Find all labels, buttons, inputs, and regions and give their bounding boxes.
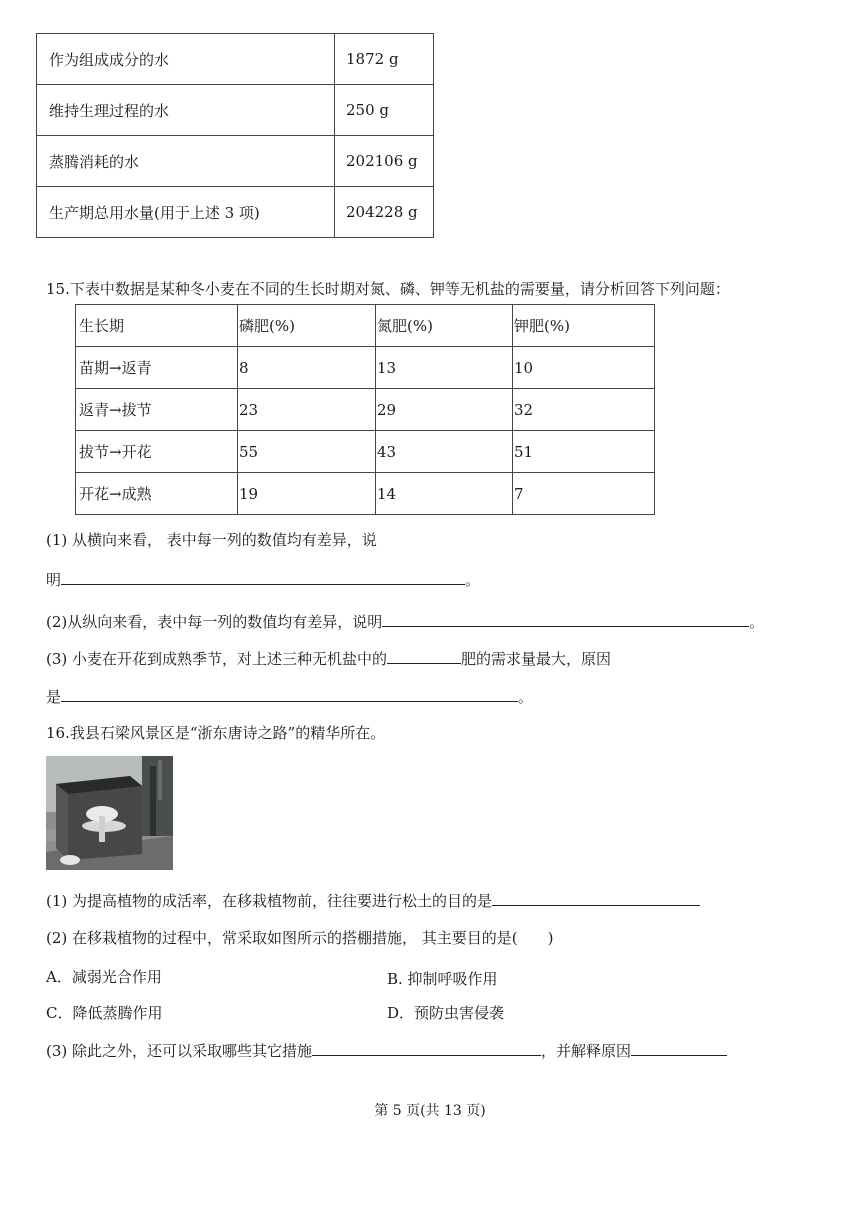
table-cell: 7	[513, 473, 655, 515]
shade-shelter-photo	[46, 756, 173, 870]
table-cell: 250 g	[335, 85, 434, 136]
fertilizer-table	[75, 304, 655, 515]
question-15-part-3-line-1	[46, 648, 611, 669]
table-row	[37, 187, 434, 238]
part-1-text: (1) 为提高植物的成活率，在移栽植物前，往往要进行松土的目的是	[46, 892, 493, 910]
table-cell: 开花→成熟	[76, 473, 238, 515]
table-cell: 19	[238, 473, 376, 515]
question-16-part-1	[46, 890, 700, 911]
part-2-prefix: (2)从纵向来看，表中每一列的数值均有差异，说明	[46, 613, 383, 631]
answer-blank-15-1[interactable]	[61, 570, 465, 585]
answer-blank-16-1[interactable]	[492, 891, 700, 906]
table-cell: 29	[376, 389, 513, 431]
water-usage-table	[36, 33, 434, 238]
table-cell: 55	[238, 431, 376, 473]
table-cell: 13	[376, 347, 513, 389]
option-c[interactable]: C．降低蒸腾作用	[46, 1004, 163, 1022]
table-cell: 作为组成成分的水	[37, 34, 335, 85]
column-header: 钾肥(%)	[513, 305, 655, 347]
table-cell: 204228 g	[335, 187, 434, 238]
question-16-stem: 16.我县石梁风景区是“浙东唐诗之路”的精华所在。	[46, 724, 386, 742]
table-cell: 202106 g	[335, 136, 434, 187]
part-3-middle: 肥的需求量最大，原因	[461, 650, 612, 668]
table-cell: 43	[376, 431, 513, 473]
table-row	[76, 389, 655, 431]
shade-shelter-illustration	[46, 756, 173, 870]
question-15-part-3-line-2	[46, 686, 533, 707]
option-a[interactable]: A．减弱光合作用	[46, 968, 162, 986]
table-cell: 51	[513, 431, 655, 473]
table-cell: 10	[513, 347, 655, 389]
column-header: 生长期	[76, 305, 238, 347]
question-15-part-2	[46, 611, 764, 632]
table-row	[37, 85, 434, 136]
table-cell: 拔节→开花	[76, 431, 238, 473]
part-1-suffix: 。	[465, 571, 481, 589]
table-row	[76, 431, 655, 473]
question-16-part-3	[46, 1040, 727, 1061]
table-cell: 苗期→返青	[76, 347, 238, 389]
part-3-line-2-prefix: 是	[46, 688, 62, 706]
part-3-middle: ，并解释原因	[541, 1042, 632, 1060]
answer-blank-16-3b[interactable]	[631, 1041, 727, 1056]
table-row	[37, 136, 434, 187]
answer-blank-15-3b[interactable]	[61, 687, 518, 702]
option-b[interactable]: B. 抑制呼吸作用	[387, 970, 498, 988]
table-cell: 返青→拔节	[76, 389, 238, 431]
table-row	[37, 34, 434, 85]
table-cell: 23	[238, 389, 376, 431]
table-cell: 32	[513, 389, 655, 431]
table-cell: 8	[238, 347, 376, 389]
table-cell: 14	[376, 473, 513, 515]
answer-blank-15-3a[interactable]	[387, 649, 461, 664]
question-15-stem: 15.下表中数据是某种冬小麦在不同的生长时期对氮、磷、钾等无机盐的需要量，请分析回答下列问题：	[46, 280, 730, 298]
answer-blank-15-2[interactable]	[382, 612, 749, 627]
table-row	[76, 347, 655, 389]
part-3-prefix: (3) 除此之外，还可以采取哪些其它措施	[46, 1042, 313, 1060]
column-header: 磷肥(%)	[238, 305, 376, 347]
part-2-suffix: 。	[749, 613, 765, 631]
question-15-part-1-line-2	[46, 569, 480, 590]
question-16-part-2: (2) 在移栽植物的过程中，常采取如图所示的搭棚措施， 其主要目的是( )	[46, 929, 554, 947]
table-cell: 维持生理过程的水	[37, 85, 335, 136]
page-footer: 第 5 页(共 13 页)	[374, 1103, 486, 1119]
column-header: 氮肥(%)	[376, 305, 513, 347]
part-3-line-2-suffix: 。	[518, 688, 534, 706]
table-cell: 生产期总用水量(用于上述 3 项)	[37, 187, 335, 238]
part-3-prefix: (3) 小麦在开花到成熟季节，对上述三种无机盐中的	[46, 650, 388, 668]
table-cell: 蒸腾消耗的水	[37, 136, 335, 187]
table-cell: 1872 g	[335, 34, 434, 85]
table-header-row	[76, 305, 655, 347]
question-15-part-1-line-1: (1) 从横向来看， 表中每一列的数值均有差异，说	[46, 531, 377, 549]
answer-blank-16-3a[interactable]	[312, 1041, 541, 1056]
option-d[interactable]: D．预防虫害侵袭	[387, 1004, 505, 1022]
table-row	[76, 473, 655, 515]
part-1-prefix: 明	[46, 571, 62, 589]
